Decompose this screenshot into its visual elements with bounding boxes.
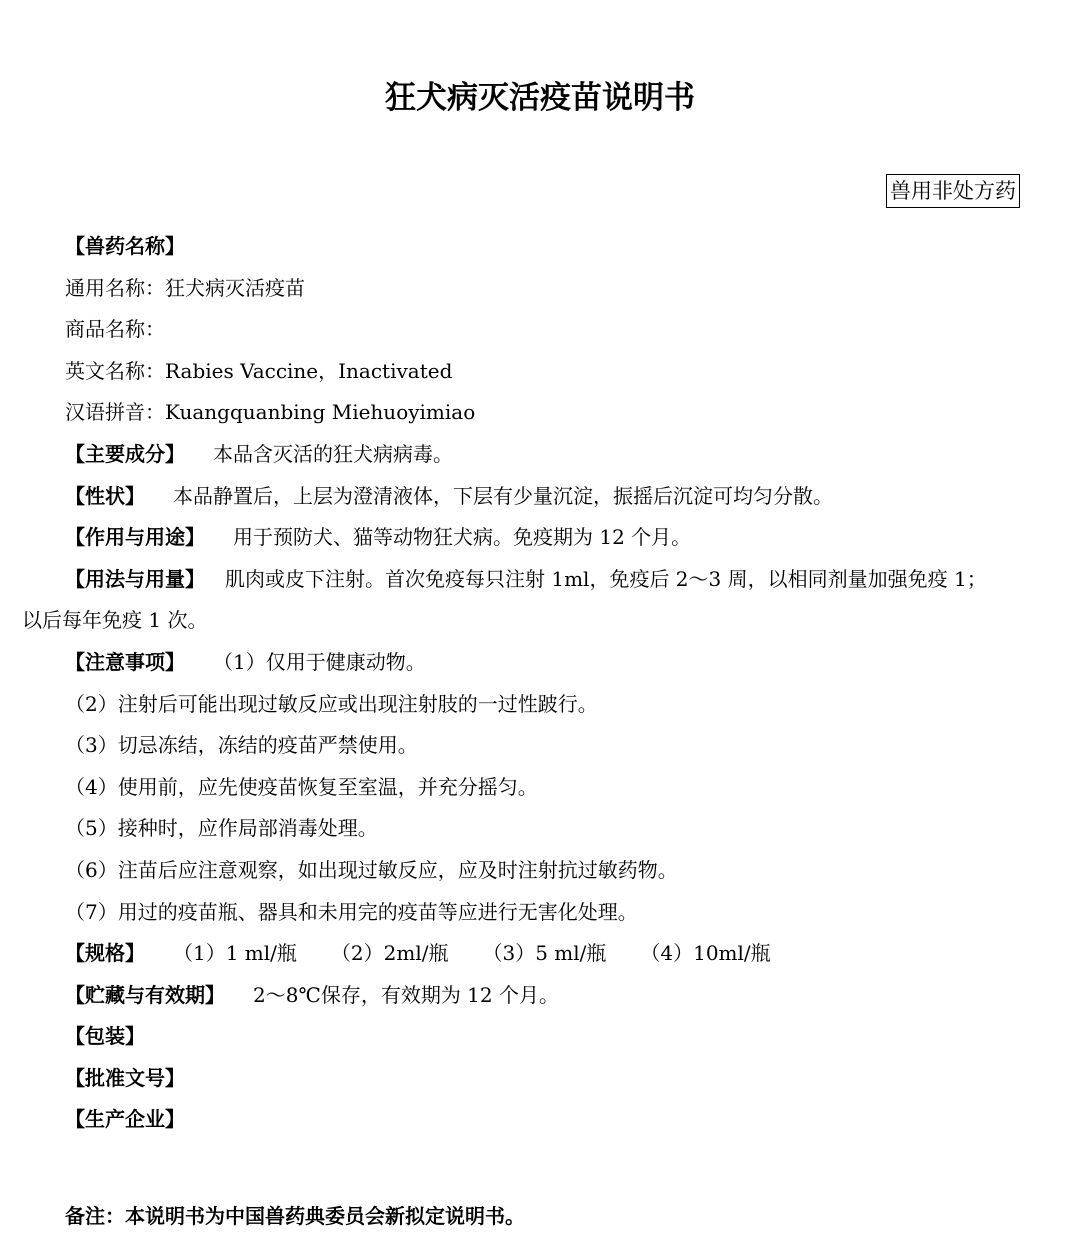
document-body: [0, 226, 1080, 1141]
precaution-item-6: （6）注苗后应注意观察，如出现过敏反应，应及时注射抗过敏药物。: [65, 857, 678, 882]
otc-badge: 兽用非处方药: [886, 174, 1020, 208]
precaution-item-5: （5）接种时，应作局部消毒处理。: [65, 816, 378, 841]
composition-label: 【主要成分】: [65, 441, 185, 466]
manufacturer-label: 【生产企业】: [65, 1107, 185, 1132]
appearance-text: 本品静置后，上层为澄清液体，下层有少量沉淀，振摇后沉淀可均匀分散。: [173, 483, 833, 508]
spec-item-2: （2）2ml/瓶: [330, 941, 449, 966]
composition-line: [0, 434, 1080, 476]
precaution-item-3: （3）切忌冻结，冻结的疫苗严禁使用。: [65, 733, 418, 758]
approval-label: 【批准文号】: [65, 1065, 185, 1090]
storage-label: 【贮藏与有效期】: [65, 982, 225, 1007]
dosage-text-1: 肌肉或皮下注射。首次免疫每只注射 1ml，免疫后 2～3 周，以相同剂量加强免疫 1；: [225, 566, 987, 591]
packaging-line: [0, 1016, 1080, 1058]
approval-line: [0, 1058, 1080, 1100]
english-name-line: 英文名称：Rabies Vaccine，Inactivated: [65, 358, 453, 383]
spec-label: 【规格】: [65, 941, 145, 966]
spec-line: [0, 933, 1080, 975]
composition-text: 本品含灭活的狂犬病病毒。: [213, 441, 453, 466]
packaging-label: 【包装】: [65, 1024, 145, 1049]
footer-note: 备注：本说明书为中国兽药典委员会新拟定说明书。: [65, 1204, 525, 1228]
storage-text: 2～8℃保存，有效期为 12 个月。: [253, 982, 559, 1007]
document-title: 狂犬病灭活疫苗说明书: [385, 80, 695, 116]
appearance-line: [0, 476, 1080, 518]
usage-text: 用于预防犬、猫等动物狂犬病。免疫期为 12 个月。: [233, 525, 692, 550]
precaution-item-2: （2）注射后可能出现过敏反应或出现注射肢的一过性跛行。: [65, 691, 598, 716]
name-heading-line: [0, 226, 1080, 268]
precautions-label: 【注意事项】: [65, 649, 185, 674]
storage-line: [0, 975, 1080, 1017]
appearance-label: 【性状】: [65, 483, 145, 508]
name-heading: 【兽药名称】: [65, 234, 185, 258]
trade-name-line: 商品名称：: [65, 317, 165, 342]
dosage-label: 【用法与用量】: [65, 566, 205, 591]
precaution-item-7: （7）用过的疫苗瓶、器具和未用完的疫苗等应进行无害化处理。: [65, 899, 638, 924]
usage-line: [0, 517, 1080, 559]
spec-item-1: （1）1 ml/瓶: [173, 941, 297, 966]
precaution-item-4: （4）使用前，应先使疫苗恢复至室温，并充分摇匀。: [65, 774, 538, 799]
precaution-item-1: （1）仅用于健康动物。: [213, 649, 426, 674]
pinyin-name-line: 汉语拼音：Kuangquanbing Miehuoyimiao: [65, 400, 476, 425]
spec-item-4: （4）10ml/瓶: [640, 941, 771, 966]
manufacturer-line: [0, 1099, 1080, 1141]
dosage-continuation-line: 以后每年免疫 1 次。: [22, 608, 208, 633]
spec-item-3: （3）5 ml/瓶: [482, 941, 607, 966]
usage-label: 【作用与用途】: [65, 525, 205, 550]
precautions-line: [0, 642, 1080, 684]
dosage-line: [0, 559, 1080, 601]
generic-name-line: 通用名称：狂犬病灭活疫苗: [65, 275, 305, 300]
